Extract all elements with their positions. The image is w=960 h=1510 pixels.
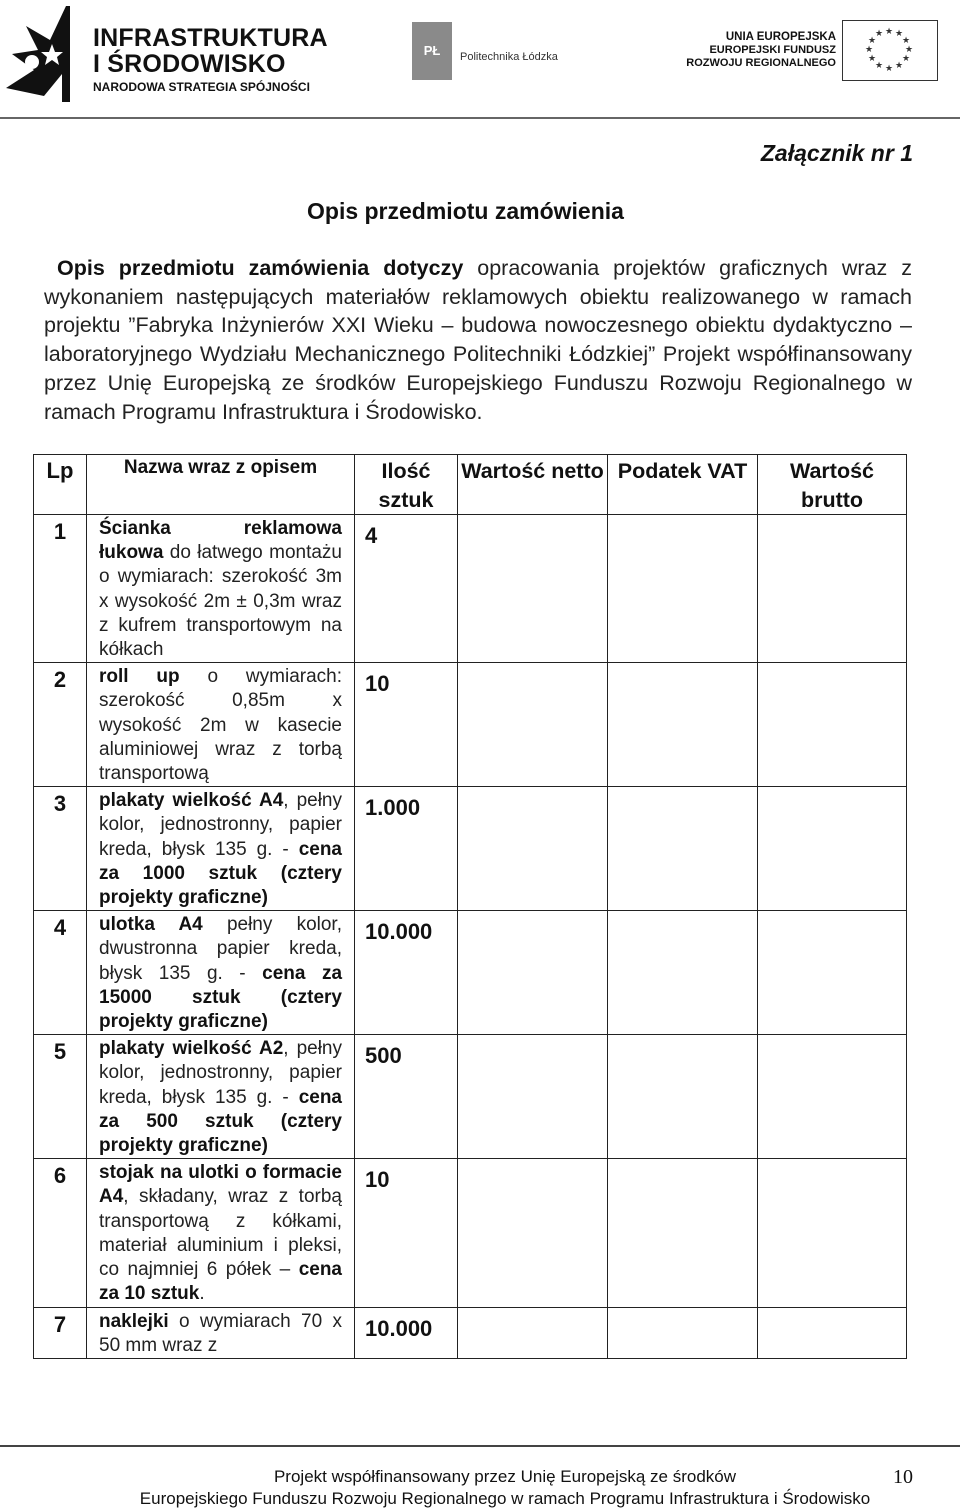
svg-text:★: ★ (884, 64, 894, 74)
row-gross (758, 663, 907, 787)
table-row (34, 787, 907, 911)
row-lp: 5 (34, 1035, 87, 1159)
row-net (458, 1035, 608, 1159)
row-qty: 10.000 (355, 1307, 458, 1358)
footer-divider (0, 1445, 960, 1447)
row-lp: 1 (34, 515, 87, 663)
svg-text:★: ★ (874, 61, 884, 71)
row-vat (608, 1035, 758, 1159)
table-body (34, 515, 907, 1359)
row-vat (608, 663, 758, 787)
row-qty: 10 (355, 1159, 458, 1307)
row-net (458, 515, 608, 663)
page-header (0, 0, 960, 112)
col-header-vat: Podatek VAT (608, 455, 758, 515)
svg-text:★: ★ (867, 36, 877, 46)
row-description (87, 787, 355, 911)
row-gross (758, 787, 907, 911)
footer-line2: Europejskiego Funduszu Rozwoju Regionalnego w ramach Programu Infrastruktura i Środowisko (139, 1489, 871, 1508)
table-row (34, 1307, 907, 1358)
svg-text:★: ★ (884, 27, 894, 37)
table-row (34, 1035, 907, 1159)
row-gross (758, 1159, 907, 1307)
row-vat (608, 787, 758, 911)
row-desc-tail-bold: cena za 15000 sztuk (cztery projekty graficzne) (99, 962, 343, 1033)
row-vat (608, 911, 758, 1035)
svg-text:★: ★ (864, 45, 874, 55)
row-gross (758, 515, 907, 663)
row-desc-tail-bold: cena za 10 sztuk (99, 1259, 342, 1305)
row-gross (758, 1307, 907, 1358)
row-gross (758, 1035, 907, 1159)
footer-line1: Projekt współfinansowany przez Unię Europejską ze środków (273, 1467, 737, 1486)
row-qty: 10 (355, 663, 458, 787)
row-desc-text: do łatwego montażu o wymiarach: szerokość 3m x wysokość 2m ± 0,3m wraz z kufrem transportowym na kółkach (99, 542, 342, 661)
row-description (87, 663, 355, 787)
eu-line2: EUROPEJSKI FUNDUSZ (709, 44, 836, 57)
row-net (458, 787, 608, 911)
row-desc-text: pełny kolor, dwustronna papier kreda, błysk 135 g. - (99, 914, 342, 984)
eu-line3: ROZWOJU REGIONALNEGO (686, 56, 836, 69)
row-vat (608, 1307, 758, 1358)
row-desc-bold: naklejki (99, 1310, 169, 1332)
row-desc-bold: plakaty wielkość A4 (99, 790, 284, 812)
eu-stars-icon (843, 21, 936, 79)
row-description-clip (99, 1310, 342, 1358)
row-description (87, 515, 355, 663)
row-description (87, 1035, 355, 1159)
col-header-lp: Lp (34, 455, 87, 515)
svg-text:★: ★ (904, 45, 914, 55)
row-desc-text: o wymiarach: szerokość 0,85m x wysokość 2m w kasecie aluminiowej wraz z torbą transportową (99, 666, 342, 785)
logo-left-line2: I ŚRODOWISKO (93, 50, 286, 78)
row-lp: 2 (34, 663, 87, 787)
col-header-qty: Ilość sztuk (355, 455, 458, 515)
row-desc-text: , składany, wraz z torbą transportową z kółkami, materiał aluminium i pleksi, co najmniej 6 półek – (99, 1186, 342, 1281)
row-desc-text: o wymiarach 70 x 50 mm wraz z (99, 1310, 342, 1356)
row-description (87, 1159, 355, 1307)
header-divider (0, 117, 960, 119)
row-lp: 6 (34, 1159, 87, 1307)
row-qty: 500 (355, 1035, 458, 1159)
svg-text:★: ★ (874, 29, 884, 39)
col-header-name: Nazwa wraz z opisem (87, 455, 355, 515)
row-desc-text: , pełny kolor, jednostronny, papier kreda, błysk 135 g. - (99, 1038, 342, 1108)
row-net (458, 663, 608, 787)
intro-paragraph (44, 254, 912, 426)
col-header-gross: Wartość brutto (758, 455, 907, 515)
svg-text:★: ★ (901, 54, 911, 64)
page-number: 10 (893, 1466, 913, 1488)
row-desc-bold: Ścianka reklamowa łukowa (99, 518, 342, 564)
table-header-row (34, 455, 907, 515)
row-lp: 7 (34, 1307, 87, 1358)
row-desc-bold: stojak na ulotki o formacie A4 (99, 1162, 342, 1208)
infrastruktura-logo-text (93, 26, 328, 93)
row-gross (758, 911, 907, 1035)
annex-label: Załącznik nr 1 (760, 140, 913, 166)
svg-text:★: ★ (894, 29, 904, 39)
politechnika-logo-name: Politechnika Łódzka (460, 51, 558, 63)
infrastruktura-logo-icon (4, 4, 84, 104)
row-net (458, 911, 608, 1035)
eu-line1: UNIA EUROPEJSKA (725, 31, 836, 43)
col-header-net: Wartość netto (458, 455, 608, 515)
row-desc-tail: . (199, 1283, 205, 1305)
row-net (458, 1307, 608, 1358)
intro-bold-lead: Opis przedmiotu zamówienia dotyczy (57, 256, 464, 280)
logo-left-line3: NARODOWA STRATEGIA SPÓJNOŚCI (93, 80, 310, 94)
row-vat (608, 1159, 758, 1307)
eu-flag-icon (842, 20, 938, 81)
row-qty: 10.000 (355, 911, 458, 1035)
svg-text:★: ★ (867, 54, 877, 64)
row-lp: 4 (34, 911, 87, 1035)
row-desc-bold: ulotka A4 (99, 914, 203, 936)
row-desc-tail-bold: cena za 1000 sztuk (cztery projekty graficzne) (99, 838, 342, 909)
politechnika-logo-icon: PŁ (412, 22, 452, 80)
svg-text:★: ★ (901, 36, 911, 46)
row-qty: 1.000 (355, 787, 458, 911)
row-description (87, 1307, 355, 1358)
row-description (87, 911, 355, 1035)
intro-text (44, 254, 912, 426)
page-footer (0, 1466, 960, 1510)
table-row (34, 515, 907, 663)
row-desc-text: , pełny kolor, jednostronny, papier kreda, błysk 135 g. - (99, 790, 342, 860)
table-row (34, 911, 907, 1035)
logo-left-line1: INFRASTRUKTURA (93, 24, 328, 52)
table-row (34, 1159, 907, 1307)
row-desc-tail-bold: cena za 500 sztuk (cztery projekty graficzne) (99, 1086, 342, 1157)
svg-text:★: ★ (894, 61, 904, 71)
eu-logo-text (684, 31, 836, 70)
page-title: Opis przedmiotu zamówienia (307, 198, 624, 224)
row-vat (608, 515, 758, 663)
intro-body: opracowania projektów graficznych wraz z wykonaniem następujących materiałów reklamowych obiektu realizowanego w ramach projektu ”Fabryka Inżynierów XXI Wieku – budowa nowoczesnego obiektu dydaktyczno – laboratoryjnego Wydziału Mechanicznego Politechniki Łódzkiej” Projekt współfinansowany przez Unię Europejską ze środków Europejskiego Funduszu Rozwoju Regionalnego w ramach Programu Infrastruktura i Środowisko. (44, 256, 912, 424)
row-qty: 4 (355, 515, 458, 663)
row-net (458, 1159, 608, 1307)
row-desc-bold: roll up (99, 666, 180, 688)
row-desc-bold: plakaty wielkość A2 (99, 1038, 284, 1060)
items-table (33, 454, 907, 1359)
table-row (34, 663, 907, 787)
row-lp: 3 (34, 787, 87, 911)
